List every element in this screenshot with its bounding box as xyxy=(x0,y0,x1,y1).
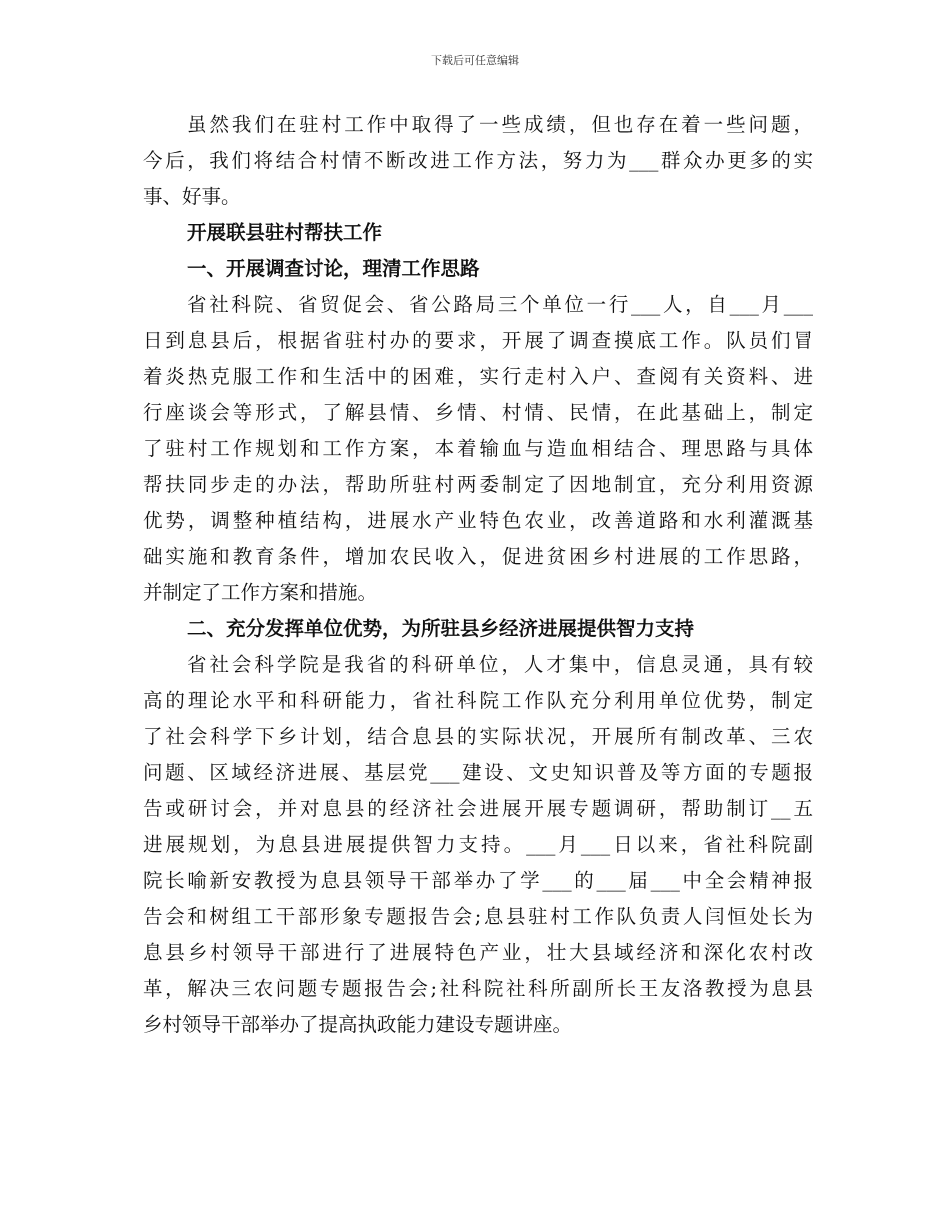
paragraph-line: 日到息县后，根据省驻村办的要求，开展了调查摸底工作。队员们冒 xyxy=(143,329,813,352)
section-heading: 一、开展调查讨论，理清工作思路 xyxy=(187,257,480,280)
paragraph-line: 行座谈会等形式，了解县情、乡情、村情、民情，在此基础上，制定 xyxy=(143,401,813,424)
section-heading: 二、充分发挥单位优势，为所驻县乡经济进展提供智力支持 xyxy=(187,617,695,640)
paragraph-line: 告会和树组工干部形象专题报告会;息县驻村工作队负责人闫恒处长为 xyxy=(143,905,813,928)
paragraph-line: 省社会科学院是我省的科研单位，人才集中，信息灵通，具有较 xyxy=(187,653,813,676)
paragraph-line: 革，解决三农问题专题报告会;社科院社科所副所长王友洛教授为息县 xyxy=(143,977,813,1000)
paragraph-line: 今后，我们将结合村情不断改进工作方法，努力为___群众办更多的实 xyxy=(143,149,813,172)
paragraph-line: 虽然我们在驻村工作中取得了一些成绩，但也存在着一些问题， xyxy=(187,113,813,136)
paragraph-line: 院长喻新安教授为息县领导干部举办了学___的___届___中全会精神报 xyxy=(143,869,813,892)
paragraph-line: 了驻村工作规划和工作方案，本着输血与造血相结合、理思路与具体 xyxy=(143,437,813,460)
paragraph-line: 础实施和教育条件，增加农民收入，促进贫困乡村进展的工作思路， xyxy=(143,545,813,568)
document-body xyxy=(143,107,813,1043)
paragraph-line: 事、好事。 xyxy=(143,185,241,208)
section-heading: 开展联县驻村帮扶工作 xyxy=(187,221,383,244)
paragraph-line: 问题、区域经济进展、基层党___建设、文史知识普及等方面的专题报 xyxy=(143,761,813,784)
paragraph-line: 息县乡村领导干部进行了进展特色产业，壮大县域经济和深化农村改 xyxy=(143,941,813,964)
paragraph-line: 告或研讨会，并对息县的经济社会进展开展专题调研，帮助制订__五 xyxy=(143,797,813,820)
paragraph-line: 帮扶同步走的办法，帮助所驻村两委制定了因地制宜，充分利用资源 xyxy=(143,473,813,496)
paragraph-line: 高的理论水平和科研能力，省社科院工作队充分利用单位优势，制定 xyxy=(143,689,813,712)
paragraph-line: 了社会科学下乡计划，结合息县的实际状况，开展所有制改革、三农 xyxy=(143,725,813,748)
paragraph-line: 乡村领导干部举办了提高执政能力建设专题讲座。 xyxy=(143,1013,573,1036)
paragraph-line: 着炎热克服工作和生活中的困难，实行走村入户、查阅有关资料、进 xyxy=(143,365,813,388)
page-header: 下载后可任意编辑 xyxy=(431,54,519,67)
paragraph-line: 省社科院、省贸促会、省公路局三个单位一行___人，自___月___ xyxy=(187,293,813,316)
paragraph-line: 并制定了工作方案和措施。 xyxy=(143,581,378,604)
paragraph-line: 进展规划，为息县进展提供智力支持。___月___日以来，省社科院副 xyxy=(143,833,813,856)
paragraph-line: 优势，调整种植结构，进展水产业特色农业，改善道路和水利灌溉基 xyxy=(143,509,813,532)
